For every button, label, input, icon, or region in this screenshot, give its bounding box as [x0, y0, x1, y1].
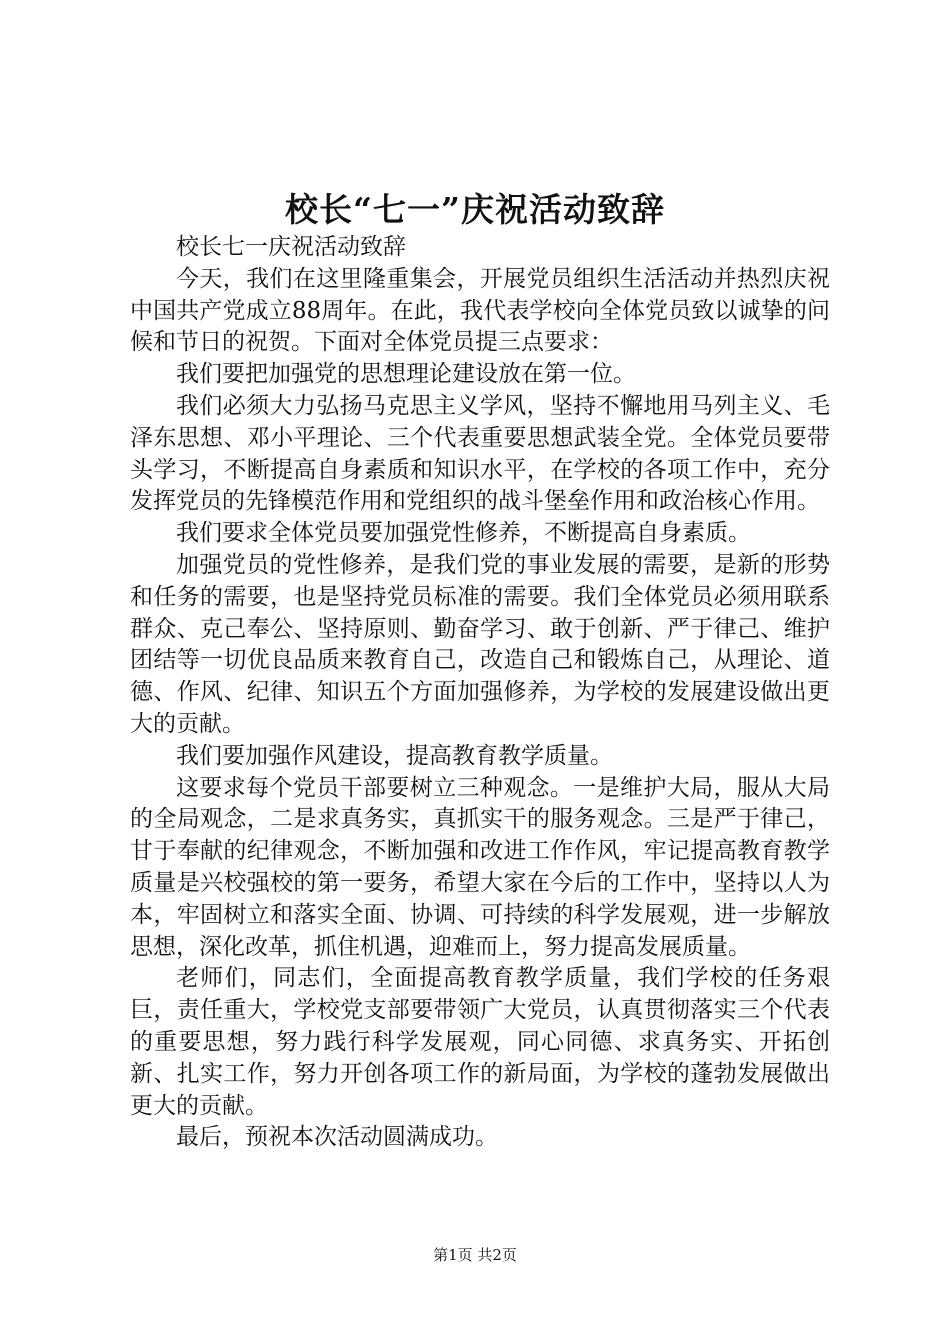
paragraph-point-2-body: 加强党员的党性修养，是我们党的事业发展的需要，是新的形势和任务的需要，也是坚持党员标准的需要。我们全体党员必须用联系群众、克己奉公、坚持原则、勤奋学习、敢于创新、严于律己、维护团结等一切优良品质来教育自己，改造自己和锻炼自己，从理论、道德、作风、纪律、知识五个方面加强修养，为学校的发展建设做出更大的贡献。: [130, 551, 830, 737]
paragraph-opening: 今天，我们在这里隆重集会，开展党员组织生活活动并热烈庆祝中国共产党成立88周年。在此，我代表学校向全体党员致以诚挚的问候和节日的祝贺。下面对全体党员提三点要求：: [130, 265, 830, 356]
document-title: 校长“七一”庆祝活动致辞: [285, 190, 665, 229]
paragraph-point-3-heading: 我们要加强作风建设，提高教育教学质量。: [176, 742, 613, 769]
paragraph-point-1-body: 我们必须大力弘扬马克思主义学风，坚持不懈地用马列主义、毛泽东思想、邓小平理论、三个代表重要思想武装全党。全体党员要带头学习，不断提高自身素质和知识水平，在学校的各项工作中，充分发挥党员的先锋模范作用和党组织的战斗堡垒作用和政治核心作用。: [130, 392, 830, 515]
page-number-footer: 第1页 共2页: [433, 1246, 517, 1264]
paragraph-point-2-heading: 我们要求全体党员要加强党性修养，不断提高自身素质。: [176, 520, 751, 547]
document-body: [130, 232, 830, 1154]
paragraph-closing: 老师们，同志们，全面提高教育教学质量，我们学校的任务艰巨，责任重大，学校党支部要带领广大党员，认真贯彻落实三个代表的重要思想，努力践行科学发展观，同心同德、求真务实、开拓创新、扎实工作，努力开创各项工作的新局面，为学校的蓬勃发展做出更大的贡献。: [130, 965, 830, 1119]
paragraph-subtitle: 校长七一庆祝活动致辞: [176, 234, 406, 260]
paragraph-final-wish: 最后，预祝本次活动圆满成功。: [176, 1124, 498, 1151]
paragraph-point-1-heading: 我们要把加强党的思想理论建设放在第一位。: [176, 361, 636, 388]
paragraph-point-3-body: 这要求每个党员干部要树立三种观念。一是维护大局，服从大局的全局观念，二是求真务实，真抓实干的服务观念。三是严于律己，甘于奉献的纪律观念，不断加强和改进工作作风，牢记提高教育教学质量是兴校强校的第一要务，希望大家在今后的工作中，坚持以人为本，牢固树立和落实全面、协调、可持续的科学发展观，进一步解放思想，深化改革，抓住机遇，迎难而上，努力提高发展质量。: [130, 774, 830, 960]
